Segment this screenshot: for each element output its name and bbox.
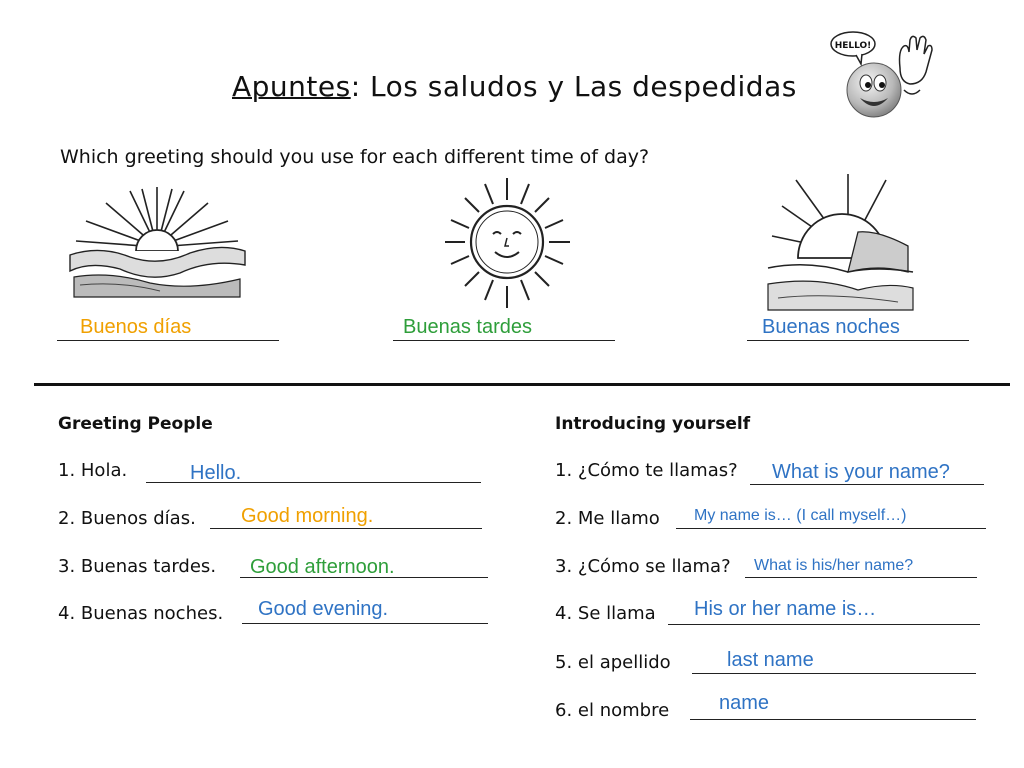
introducing-yourself-heading: Introducing yourself [555, 414, 751, 434]
time-of-day-question: Which greeting should you use for each different time of day? [60, 146, 650, 168]
intro-prompt-5: 5. el apellido [555, 652, 671, 673]
intro-line-1[interactable] [750, 484, 984, 485]
intro-answer-5: last name [727, 649, 814, 671]
intro-answer-2: My name is… (I call myself…) [694, 507, 907, 524]
intro-line-4[interactable] [668, 624, 980, 625]
greeting-prompt-1: 1. Hola. [58, 460, 128, 481]
answer-line-afternoon[interactable] [393, 340, 615, 341]
sunrise-icon [70, 185, 245, 300]
answer-line-night[interactable] [747, 340, 969, 341]
intro-line-2[interactable] [676, 528, 986, 529]
greeting-line-4[interactable] [242, 623, 488, 624]
page-title [232, 70, 797, 103]
greeting-answer-3: Good afternoon. [250, 556, 395, 578]
intro-answer-1: What is your name? [772, 461, 950, 483]
title-apuntes: Apuntes [232, 70, 351, 103]
intro-prompt-4: 4. Se llama [555, 603, 656, 624]
intro-line-5[interactable] [692, 673, 976, 674]
intro-line-3[interactable] [745, 577, 977, 578]
intro-prompt-1: 1. ¿Cómo te llamas? [555, 460, 738, 481]
answer-line-morning[interactable] [57, 340, 279, 341]
greeting-answer-4: Good evening. [258, 598, 389, 620]
greeting-line-2[interactable] [210, 528, 482, 529]
intro-line-6[interactable] [690, 719, 976, 720]
title-rest: : Los saludos y Las despedidas [350, 70, 797, 103]
midday-sun-icon [445, 178, 570, 308]
greeting-prompt-4: 4. Buenas noches. [58, 603, 224, 624]
answer-buenos-dias: Buenos días [80, 316, 192, 338]
section-divider [34, 383, 1010, 386]
greeting-answer-1: Hello. [190, 462, 242, 484]
answer-buenas-tardes: Buenas tardes [403, 316, 532, 338]
greeting-people-heading: Greeting People [58, 414, 213, 434]
answer-buenas-noches: Buenas noches [762, 316, 900, 338]
greeting-prompt-3: 3. Buenas tardes. [58, 556, 217, 577]
sunset-icon [768, 172, 913, 312]
hello-mascot-icon [828, 28, 938, 123]
intro-prompt-6: 6. el nombre [555, 700, 670, 721]
intro-prompt-2: 2. Me llamo [555, 508, 660, 529]
intro-prompt-3: 3. ¿Cómo se llama? [555, 556, 731, 577]
intro-answer-6: name [719, 692, 770, 714]
greeting-prompt-2: 2. Buenos días. [58, 508, 196, 529]
greeting-answer-2: Good morning. [241, 505, 374, 527]
intro-answer-4: His or her name is… [694, 598, 877, 620]
bubble-text: HELLO! [834, 41, 872, 51]
intro-answer-3: What is his/her name? [754, 557, 914, 574]
